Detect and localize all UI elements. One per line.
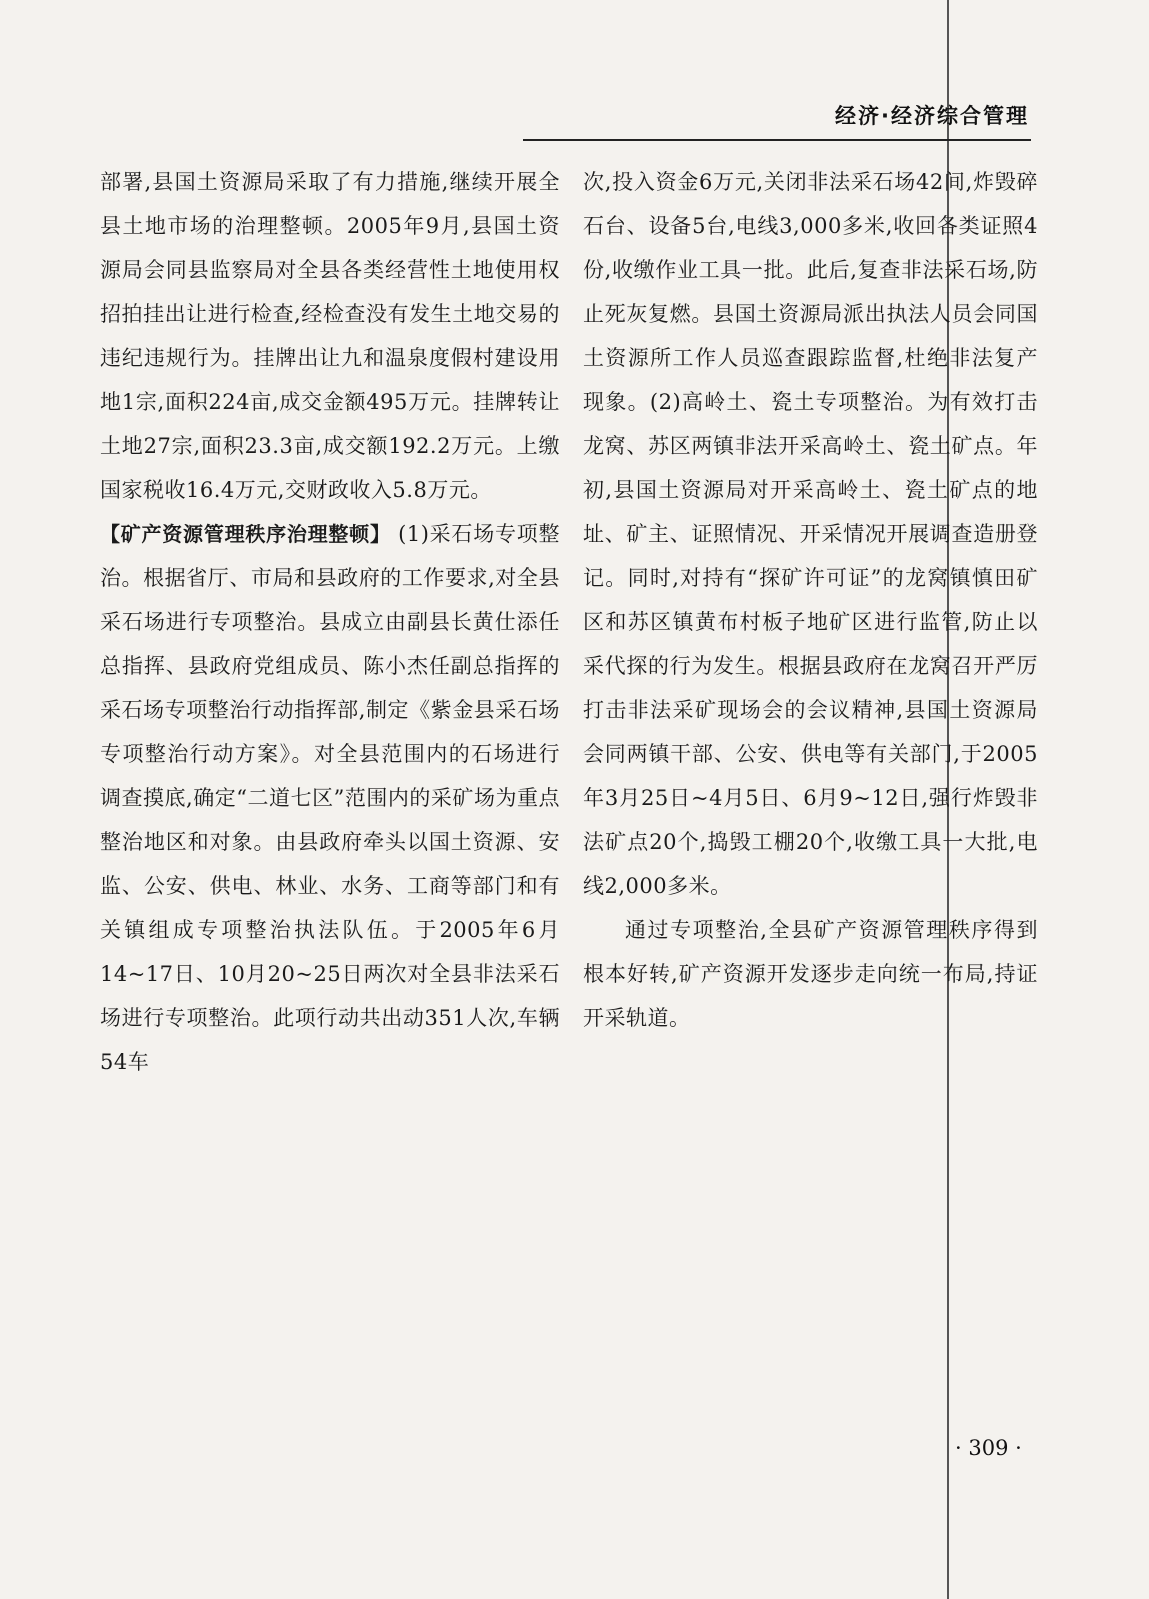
header-rule	[523, 139, 1031, 141]
right-column	[583, 160, 1038, 1040]
page-number: · 309 ·	[955, 1436, 1022, 1460]
running-header: 经济·经济综合管理	[835, 104, 1029, 128]
left-paragraph-2-text: (1)采石场专项整治。根据省厅、市局和县政府的工作要求,对全县采石场进行专项整治。县成立由副县长黄仕添任总指挥、县政府党组成员、陈小杰任副总指挥的采石场专项整治行动指挥部,制定《紫金县采石场专项整治行动方案》。对全县范围内的石场进行调查摸底,确定“二道七区”范围内的采矿场为重点整治地区和对象。由县政府牵头以国土资源、安监、公安、供电、林业、水务、工商等部门和有关镇组成专项整治执法队伍。于2005年6月14~17日、10月20~25日两次对全县非法采石场进行专项整治。此项行动共出动351人次,车辆54车	[100, 522, 560, 1074]
left-paragraph-1: 部署,县国土资源局采取了有力措施,继续开展全县土地市场的治理整顿。2005年9月,县国土资源局会同县监察局对全县各类经营性土地使用权招拍挂出让进行检查,经检查没有发生土地交易的违纪违规行为。挂牌出让九和温泉度假村建设用地1宗,面积224亩,成交金额495万元。挂牌转让土地27宗,面积23.3亩,成交额192.2万元。上缴国家税收16.4万元,交财政收入5.8万元。	[100, 170, 560, 502]
section-heading: 【矿产资源管理秩序治理整顿】	[100, 522, 391, 546]
left-paragraph-2	[100, 512, 560, 1084]
right-paragraph-1: 次,投入资金6万元,关闭非法采石场42间,炸毁碎石台、设备5台,电线3,000多米,收回各类证照4份,收缴作业工具一批。此后,复查非法采石场,防止死灰复燃。县国土资源局派出执法人员会同国土资源所工作人员巡查跟踪监督,杜绝非法复产现象。(2)高岭土、瓷土专项整治。为有效打击龙窝、苏区两镇非法开采高岭土、瓷土矿点。年初,县国土资源局对开采高岭土、瓷土矿点的地址、矿主、证照情况、开采情况开展调查造册登记。同时,对持有“探矿许可证”的龙窝镇慎田矿区和苏区镇黄布村板子地矿区进行监管,防止以采代探的行为发生。根据县政府在龙窝召开严厉打击非法采矿现场会的会议精神,县国土资源局会同两镇干部、公安、供电等有关部门,于2005年3月25日~4月5日、6月9~12日,强行炸毁非法矿点20个,捣毁工棚20个,收缴工具一大批,电线2,000多米。	[583, 170, 1038, 898]
right-paragraph-2: 通过专项整治,全县矿产资源管理秩序得到根本好转,矿产资源开发逐步走向统一布局,持证开采轨道。	[583, 918, 1038, 1030]
left-column	[100, 160, 560, 1084]
